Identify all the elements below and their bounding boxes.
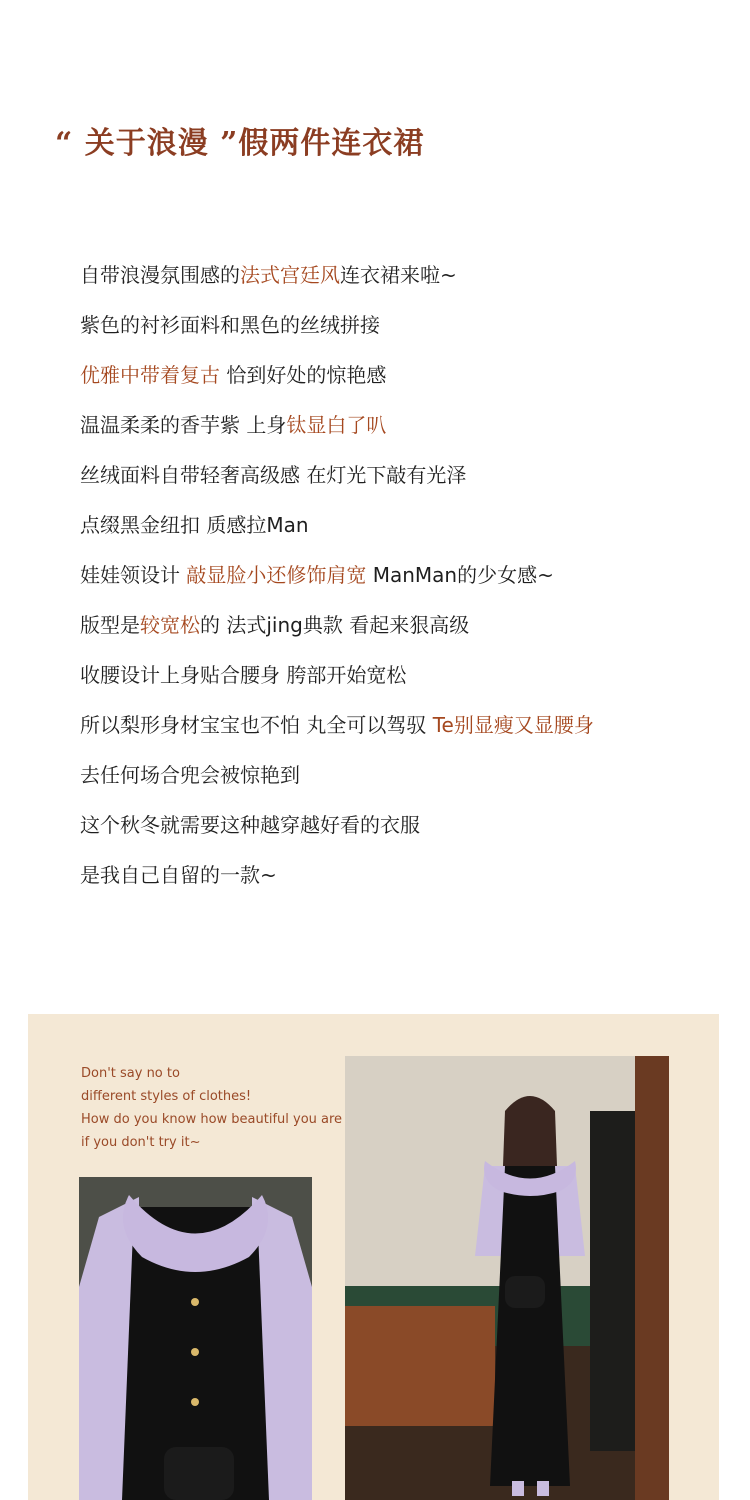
description-line — [80, 706, 594, 756]
body-text: 自带浪漫氛围感的 — [80, 263, 240, 287]
description-line — [80, 756, 594, 806]
description-line — [80, 606, 594, 656]
slogan-line: How do you know how beautiful you are — [81, 1112, 343, 1127]
body-text: 紫色的衬衫面料和黑色的丝绒拼接 — [80, 313, 380, 337]
body-text: 去任何场合兜会被惊艳到 — [80, 763, 300, 787]
slogan-line: if you don't try it~ — [81, 1135, 201, 1150]
body-text: 温温柔柔的香芋紫 上身 — [80, 413, 287, 437]
body-text: 所以梨形身材宝宝也不怕 丸全可以驾驭 — [80, 713, 433, 737]
body-text: 的 法式jing典款 看起来狠高级 — [200, 613, 470, 637]
highlight-text: 优雅中带着复古 — [80, 363, 220, 387]
highlight-text: 钛显白了叭 — [286, 413, 387, 437]
closeup-product-photo — [79, 1177, 312, 1500]
highlight-text: Te别显瘦又显腰身 — [432, 713, 594, 737]
description-line — [80, 556, 594, 606]
description-line — [80, 656, 594, 706]
body-text: 恰到好处的惊艳感 — [220, 363, 387, 387]
description-line — [80, 856, 594, 906]
body-text: 连衣裙来啦~ — [340, 263, 457, 287]
slogan-line: Don't say no to — [81, 1066, 180, 1081]
highlight-text: 法式宫廷风 — [240, 263, 340, 287]
description-line — [80, 406, 594, 456]
description-line — [80, 356, 594, 406]
body-text: 版型是 — [80, 613, 140, 637]
description-lines — [80, 256, 594, 906]
body-text: 点缀黑金纽扣 质感拉Man — [80, 513, 309, 537]
highlight-text: 较宽松 — [140, 613, 200, 637]
description-line — [80, 256, 594, 306]
body-text: 这个秋冬就需要这种越穿越好看的衣服 — [80, 813, 420, 837]
product-photo-panel — [28, 1014, 719, 1500]
full-length-product-photo — [345, 1056, 669, 1500]
description-line — [80, 306, 594, 356]
body-text: ManMan的少女感~ — [366, 563, 554, 587]
description-line — [80, 806, 594, 856]
body-text: 是我自己自留的一款~ — [80, 863, 277, 887]
description-line — [80, 456, 594, 506]
description-line — [80, 506, 594, 556]
english-slogan — [81, 1062, 342, 1154]
body-text: 娃娃领设计 — [80, 563, 187, 587]
body-text: 丝绒面料自带轻奢高级感 在灯光下敲有光泽 — [80, 463, 467, 487]
page-title: “ 关于浪漫 ”假两件连衣裙 — [55, 126, 425, 161]
slogan-line: different styles of clothes! — [81, 1089, 252, 1104]
highlight-text: 敲显脸小还修饰肩宽 — [186, 563, 367, 587]
body-text: 收腰设计上身贴合腰身 胯部开始宽松 — [80, 663, 407, 687]
